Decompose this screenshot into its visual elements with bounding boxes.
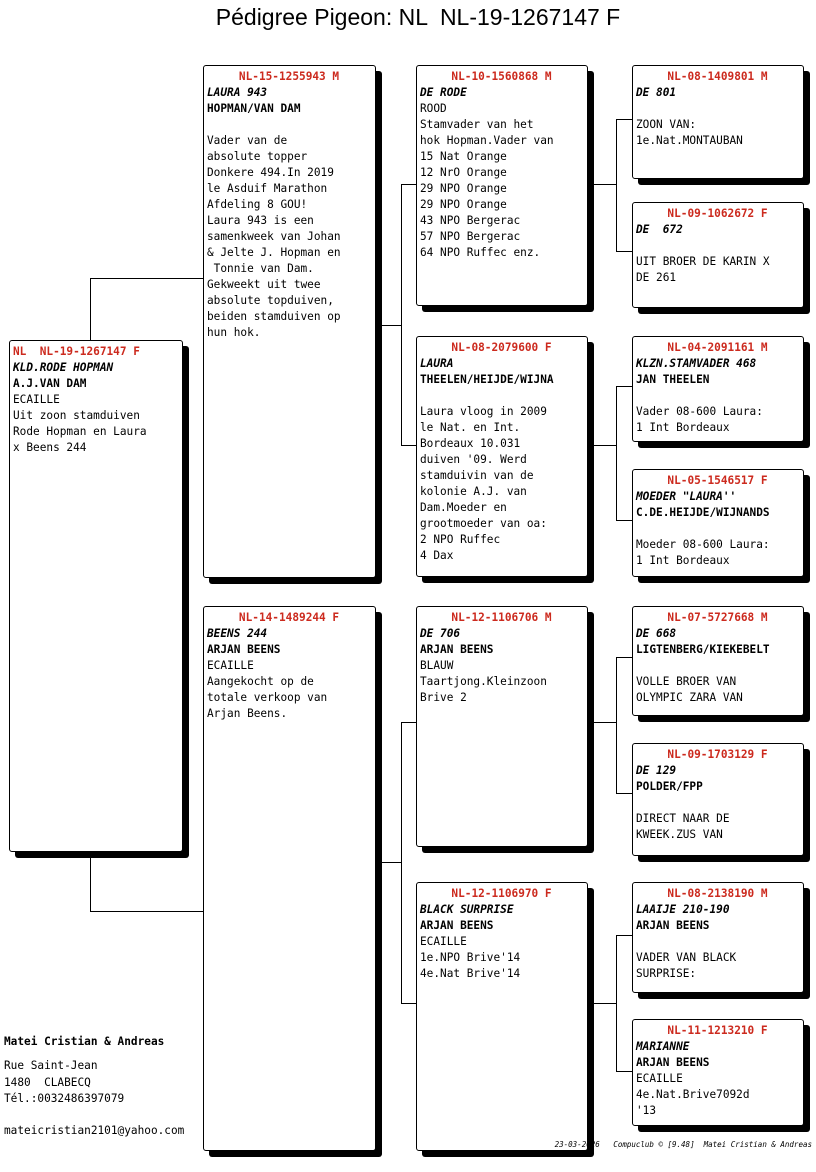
- info-line: KWEEK.ZUS VAN: [636, 828, 723, 841]
- info-line: Brive 2: [420, 691, 467, 704]
- connector: [589, 184, 616, 185]
- info-line: ROOD: [420, 102, 447, 115]
- pigeon-name: MOEDER "LAURA'': [636, 490, 737, 503]
- connector: [377, 862, 401, 863]
- info-line: duiven '09. Werd: [420, 453, 527, 466]
- info-line: 2 NPO Ruffec: [420, 533, 501, 546]
- ring-number: NL-05-1546517 F: [667, 474, 768, 487]
- pigeon-name: LAURA 943: [207, 86, 268, 99]
- info-line: UIT BROER DE KARIN X: [636, 255, 770, 268]
- info-line: 1 Int Bordeaux: [636, 554, 730, 567]
- ring-number: NL-12-1106706 M: [451, 611, 552, 624]
- info-line: 57 NPO Bergerac: [420, 230, 521, 243]
- pigeon-name: KLD.RODE HOPMAN: [13, 361, 114, 374]
- ring-number: NL-08-2079600 F: [451, 341, 552, 354]
- connector: [589, 722, 616, 723]
- info-line: & Jelte J. Hopman en: [207, 246, 341, 259]
- pigeon-card-great-grandparent[interactable]: [632, 882, 804, 993]
- info-line: 1 Int Bordeaux: [636, 421, 730, 434]
- connector: [90, 911, 204, 912]
- info-line: Aangekocht op de: [207, 675, 314, 688]
- info-line: 1e.NPO Brive'14: [420, 951, 521, 964]
- info-line: ECAILLE: [636, 1072, 683, 1085]
- info-line: [636, 388, 799, 404]
- connector: [90, 278, 91, 341]
- info-line: ZOON VAN:: [636, 118, 697, 131]
- footer-credit: 23-03-2026 Compuclub © [9.48] Matei Cristian & Andreas: [554, 1140, 812, 1149]
- info-line: ECAILLE: [13, 393, 60, 406]
- connector: [616, 657, 617, 794]
- pigeon-name: DE 706: [420, 627, 461, 640]
- info-line: 43 NPO Bergerac: [420, 214, 521, 227]
- pigeon-card-great-grandparent[interactable]: [632, 336, 804, 442]
- info-line: DIRECT NAAR DE: [636, 812, 730, 825]
- pigeon-name: LAURA: [420, 357, 454, 370]
- breeder-name: JAN THEELEN: [636, 373, 710, 386]
- pigeon-card-great-grandparent[interactable]: [632, 65, 804, 179]
- info-line: [636, 658, 799, 674]
- pigeon-name: DE 129: [636, 764, 677, 777]
- info-line: [636, 934, 799, 950]
- pigeon-card-great-grandparent[interactable]: [632, 469, 804, 577]
- info-line: Uit zoon stamduiven: [13, 409, 140, 422]
- connector: [616, 386, 633, 387]
- connector: [616, 793, 633, 794]
- info-line: [420, 388, 583, 404]
- info-line: hun hok.: [207, 326, 261, 339]
- breeder-name: HOPMAN/VAN DAM: [207, 102, 301, 115]
- info-line: kolonie A.J. van: [420, 485, 527, 498]
- info-line: DE 261: [636, 271, 677, 284]
- info-line: [207, 117, 371, 133]
- breeder-name: ARJAN BEENS: [636, 919, 710, 932]
- info-line: absolute topper: [207, 150, 308, 163]
- info-line: ECAILLE: [420, 935, 467, 948]
- info-line: Gekweekt uit twee: [207, 278, 321, 291]
- pigeon-card-dam[interactable]: [203, 606, 376, 1151]
- info-line: [636, 101, 799, 117]
- pigeon-name: DE 672: [636, 223, 683, 236]
- connector: [90, 853, 91, 912]
- connector: [616, 119, 617, 252]
- ring-number: NL-04-2091161 M: [667, 341, 768, 354]
- info-line: Moeder 08-600 Laura:: [636, 538, 770, 551]
- ring-number: NL-09-1062672 F: [667, 207, 768, 220]
- info-line: 4e.Nat Brive'14: [420, 967, 521, 980]
- pigeon-card-grandparent[interactable]: [416, 65, 588, 306]
- connector: [616, 119, 633, 120]
- info-line: hok Hopman.Vader van: [420, 134, 554, 147]
- info-line: Vader van de: [207, 134, 288, 147]
- owner-street: Rue Saint-Jean: [4, 1059, 98, 1072]
- info-line: le Asduif Marathon: [207, 182, 328, 195]
- connector: [401, 1003, 417, 1004]
- info-line: 29 NPO Orange: [420, 182, 507, 195]
- ring-number: NL-07-5727668 M: [667, 611, 768, 624]
- pigeon-name: KLZN.STAMVADER 468: [636, 357, 757, 370]
- pigeon-name: BLACK SURPRISE: [420, 903, 514, 916]
- breeder-name: LIGTENBERG/KIEKEBELT: [636, 643, 770, 656]
- info-line: Bordeaux 10.031: [420, 437, 521, 450]
- info-line: '13: [636, 1104, 657, 1117]
- pigeon-name: DE RODE: [420, 86, 467, 99]
- info-line: VADER VAN BLACK: [636, 951, 737, 964]
- info-line: BLAUW: [420, 659, 454, 672]
- info-line: totale verkoop van: [207, 691, 328, 704]
- info-line: samenkweek van Johan: [207, 230, 341, 243]
- pigeon-card-great-grandparent[interactable]: [632, 202, 804, 308]
- info-line: VOLLE BROER VAN: [636, 675, 737, 688]
- connector: [401, 184, 402, 446]
- ring-number: NL-08-2138190 M: [667, 887, 768, 900]
- ring-number: NL-14-1489244 F: [238, 611, 340, 624]
- connector: [616, 251, 633, 252]
- pigeon-card-great-grandparent[interactable]: [632, 743, 804, 856]
- info-line: stamduivin van de: [420, 469, 534, 482]
- pigeon-card-sire[interactable]: [203, 65, 376, 578]
- pigeon-name: BEENS 244: [207, 627, 268, 640]
- info-line: 4e.Nat.Brive7092d: [636, 1088, 750, 1101]
- ring-number: NL-09-1703129 F: [667, 748, 768, 761]
- ring-number: NL-12-1106970 F: [451, 887, 552, 900]
- ring-number: NL NL-19-1267147 F: [13, 345, 140, 358]
- info-line: Rode Hopman en Laura: [13, 425, 147, 438]
- info-line: 12 NrO Orange: [420, 166, 507, 179]
- connector: [616, 657, 633, 658]
- pigeon-card-great-grandparent[interactable]: [632, 1019, 804, 1126]
- info-line: 29 NPO Orange: [420, 198, 507, 211]
- connector: [401, 722, 417, 723]
- ring-number: NL-10-1560868 M: [451, 70, 552, 83]
- breeder-name: C.DE.HEIJDE/WIJNANDS: [636, 506, 770, 519]
- info-line: Laura vloog in 2009: [420, 405, 547, 418]
- connector: [589, 445, 616, 446]
- owner-email[interactable]: mateicristian2101@yahoo.com: [4, 1124, 185, 1137]
- pigeon-name: LAAIJE 210-190: [636, 903, 730, 916]
- connector: [401, 184, 417, 185]
- info-line: Vader 08-600 Laura:: [636, 405, 763, 418]
- connector: [616, 1071, 633, 1072]
- info-line: x Beens 244: [13, 441, 87, 454]
- breeder-name: ARJAN BEENS: [207, 643, 281, 656]
- info-line: Stamvader van het: [420, 118, 534, 131]
- info-line: ECAILLE: [207, 659, 254, 672]
- info-line: Taartjong.Kleinzoon: [420, 675, 547, 688]
- info-line: Dam.Moeder en: [420, 501, 507, 514]
- info-line: [636, 795, 799, 811]
- connector: [401, 722, 402, 1004]
- info-line: grootmoeder van oa:: [420, 517, 547, 530]
- connector: [616, 520, 633, 521]
- info-line: [636, 521, 799, 537]
- info-line: Tonnie van Dam.: [207, 262, 314, 275]
- ring-number: NL-11-1213210 F: [667, 1024, 768, 1037]
- connector: [616, 935, 633, 936]
- breeder-name: ARJAN BEENS: [420, 643, 494, 656]
- pigeon-name: DE 801: [636, 86, 677, 99]
- info-line: 15 Nat Orange: [420, 150, 507, 163]
- pigeon-card-grandparent[interactable]: [416, 882, 588, 1151]
- ring-number: NL-15-1255943 M: [238, 70, 340, 83]
- connector: [401, 445, 417, 446]
- pigeon-card-grandparent[interactable]: [416, 606, 588, 847]
- ring-number: NL-08-1409801 M: [667, 70, 768, 83]
- info-line: beiden stamduiven op: [207, 310, 341, 323]
- owner-name: Matei Cristian & Andreas: [4, 1035, 165, 1048]
- info-line: 4 Dax: [420, 549, 454, 562]
- breeder-name: A.J.VAN DAM: [13, 377, 87, 390]
- pigeon-card-subject[interactable]: [9, 340, 183, 852]
- info-line: Laura 943 is een: [207, 214, 314, 227]
- connector: [616, 386, 617, 521]
- connector: [377, 325, 401, 326]
- connector: [616, 935, 617, 1072]
- info-line: Arjan Beens.: [207, 707, 288, 720]
- connector: [589, 1003, 616, 1004]
- info-line: 64 NPO Ruffec enz.: [420, 246, 541, 259]
- info-line: Donkere 494.In 2019: [207, 166, 334, 179]
- info-line: 1e.Nat.MONTAUBAN: [636, 134, 743, 147]
- info-line: SURPRISE:: [636, 967, 697, 980]
- pigeon-name: DE 668: [636, 627, 677, 640]
- info-line: absolute topduiven,: [207, 294, 334, 307]
- info-line: le Nat. en Int.: [420, 421, 521, 434]
- info-line: Afdeling 8 GOU!: [207, 198, 308, 211]
- owner-city: 1480 CLABECQ: [4, 1076, 91, 1089]
- pigeon-card-grandparent[interactable]: [416, 336, 588, 577]
- breeder-name: POLDER/FPP: [636, 780, 703, 793]
- breeder-name: ARJAN BEENS: [420, 919, 494, 932]
- pigeon-name: MARIANNE: [636, 1040, 690, 1053]
- info-line: OLYMPIC ZARA VAN: [636, 691, 743, 704]
- connector: [90, 278, 204, 279]
- pigeon-card-great-grandparent[interactable]: [632, 606, 804, 716]
- breeder-name: ARJAN BEENS: [636, 1056, 710, 1069]
- owner-phone: Tél.:0032486397079: [4, 1092, 125, 1105]
- info-line: [636, 238, 799, 254]
- breeder-name: THEELEN/HEIJDE/WIJNA: [420, 373, 554, 386]
- page-title: Pédigree Pigeon: NL NL-19-1267147 F: [215, 4, 621, 30]
